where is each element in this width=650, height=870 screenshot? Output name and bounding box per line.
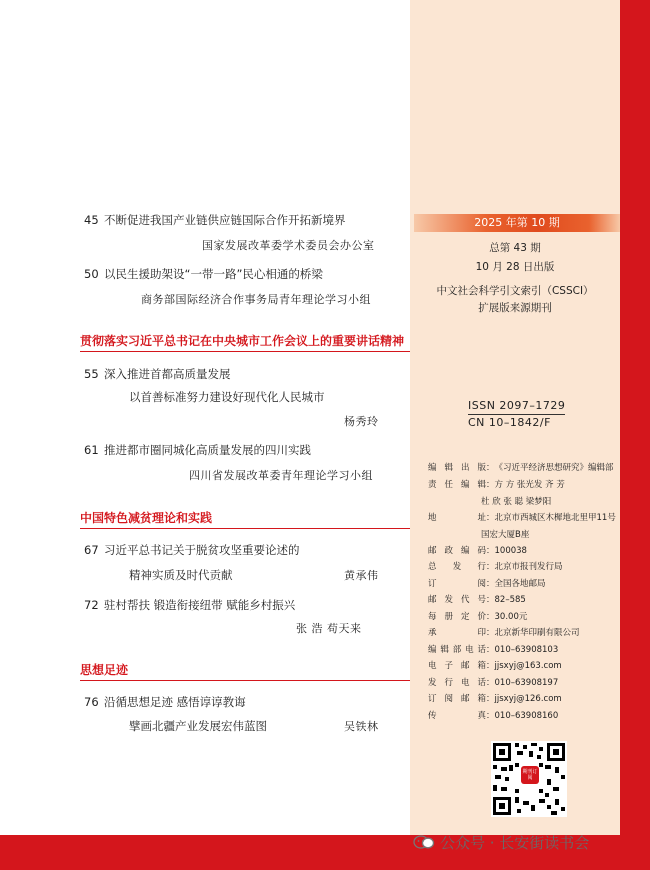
article-title: 不断促进我国产业链供应链国际合作开拓新境界 (104, 213, 346, 227)
page-number: 55 (84, 367, 99, 381)
article-title: 推进都市圈同城化高质量发展的四川实践 (104, 443, 311, 457)
page-number: 61 (84, 443, 99, 457)
index-line-1: 中文社会科学引文索引（CSSCI） (436, 285, 594, 297)
info-row: 总发行：北京市报刊发行局 (428, 562, 563, 572)
page-number: 45 (84, 213, 99, 227)
article-author: 杨秀玲 (344, 415, 379, 428)
toc-entry-title[interactable] (84, 542, 300, 558)
info-row-cont: 杜 欣 张 聪 梁梦阳 (481, 497, 552, 507)
info-row: 每册定价：30.00元 (428, 612, 528, 622)
info-row: 订阅邮箱：jjsxyj@126.com (428, 694, 562, 704)
wechat-icon (413, 835, 435, 849)
article-author: 国家发展改革委学术委员会办公室 (202, 239, 375, 252)
page-number: 67 (84, 543, 99, 557)
info-row: 承印：北京新华印刷有限公司 (428, 628, 580, 638)
total-issue: 总第 43 期 (489, 242, 541, 254)
article-title: 习近平总书记关于脱贫攻坚重要论述的 (104, 543, 300, 557)
cn-number: CN 10–1842/F (468, 416, 551, 429)
info-row: 责任编辑：方 方 张光发 齐 芳 (428, 480, 565, 490)
info-row: 电子邮箱：jjsxyj@163.com (428, 661, 562, 671)
toc-entry-title[interactable] (84, 366, 231, 382)
info-row: 邮政编码：100038 (428, 546, 527, 556)
info-row: 编辑部电话：010–63908103 (428, 645, 559, 655)
watermark-text: 公众号 · 长安街读书会 (440, 834, 590, 852)
article-title: 驻村帮扶 锻造衔接纽带 赋能乡村振兴 (104, 598, 296, 612)
article-author: 吴铁林 (344, 720, 379, 733)
article-author: 黄承伟 (344, 569, 379, 582)
toc-entry-title[interactable] (84, 694, 246, 710)
article-subtitle: 以首善标准努力建设好现代化人民城市 (129, 390, 325, 404)
info-row-cont: 国宏大厦B座 (481, 530, 530, 540)
article-author: 商务部国际经济合作事务局青年理论学习小组 (141, 293, 371, 306)
article-subtitle: 擘画北疆产业发展宏伟蓝图 (129, 719, 267, 733)
info-row: 地址：北京市西城区木樨地北里甲11号 (428, 513, 616, 523)
section-heading: 思想足迹 (80, 663, 129, 677)
article-title: 深入推进首都高质量发展 (104, 367, 231, 381)
index-line-2: 扩展版来源期刊 (478, 302, 552, 314)
page-number: 76 (84, 695, 99, 709)
section-divider (80, 680, 410, 681)
section-divider (80, 351, 410, 352)
article-subtitle: 精神实质及时代贡献 (129, 568, 233, 582)
issn-divider (468, 414, 565, 415)
issn: ISSN 2097–1729 (468, 399, 566, 412)
section-divider (80, 528, 410, 529)
qr-badge: 期刊订阅 (521, 766, 539, 784)
section-heading: 贯彻落实习近平总书记在中央城市工作会议上的重要讲话精神 (80, 334, 405, 348)
article-author: 张 浩 苟天来 (296, 622, 362, 635)
publish-date: 10 月 28 日出版 (475, 261, 555, 273)
info-row: 订阅：全国各地邮局 (428, 579, 546, 589)
info-row: 发行电话：010–63908197 (428, 678, 559, 688)
info-row: 编辑出版：《习近平经济思想研究》编辑部 (428, 463, 614, 473)
toc-entry-title[interactable] (84, 442, 311, 458)
red-border-right (620, 0, 650, 870)
toc-entry-title[interactable] (84, 597, 295, 613)
page-number: 72 (84, 598, 99, 612)
toc-entry-title[interactable] (84, 266, 323, 282)
page-number: 50 (84, 267, 99, 281)
info-row: 邮发代号：82–585 (428, 595, 526, 605)
section-heading: 中国特色减贫理论和实践 (80, 511, 213, 525)
toc-entry-title[interactable] (84, 212, 346, 228)
issue-banner: 2025 年第 10 期 (414, 214, 620, 232)
article-title: 以民生援助架设“一带一路”民心相通的桥梁 (104, 267, 323, 281)
article-author: 四川省发展改革委青年理论学习小组 (189, 469, 373, 482)
article-title: 沿循思想足迹 感悟谆谆教诲 (104, 695, 246, 709)
info-row: 传真：010–63908160 (428, 711, 559, 721)
